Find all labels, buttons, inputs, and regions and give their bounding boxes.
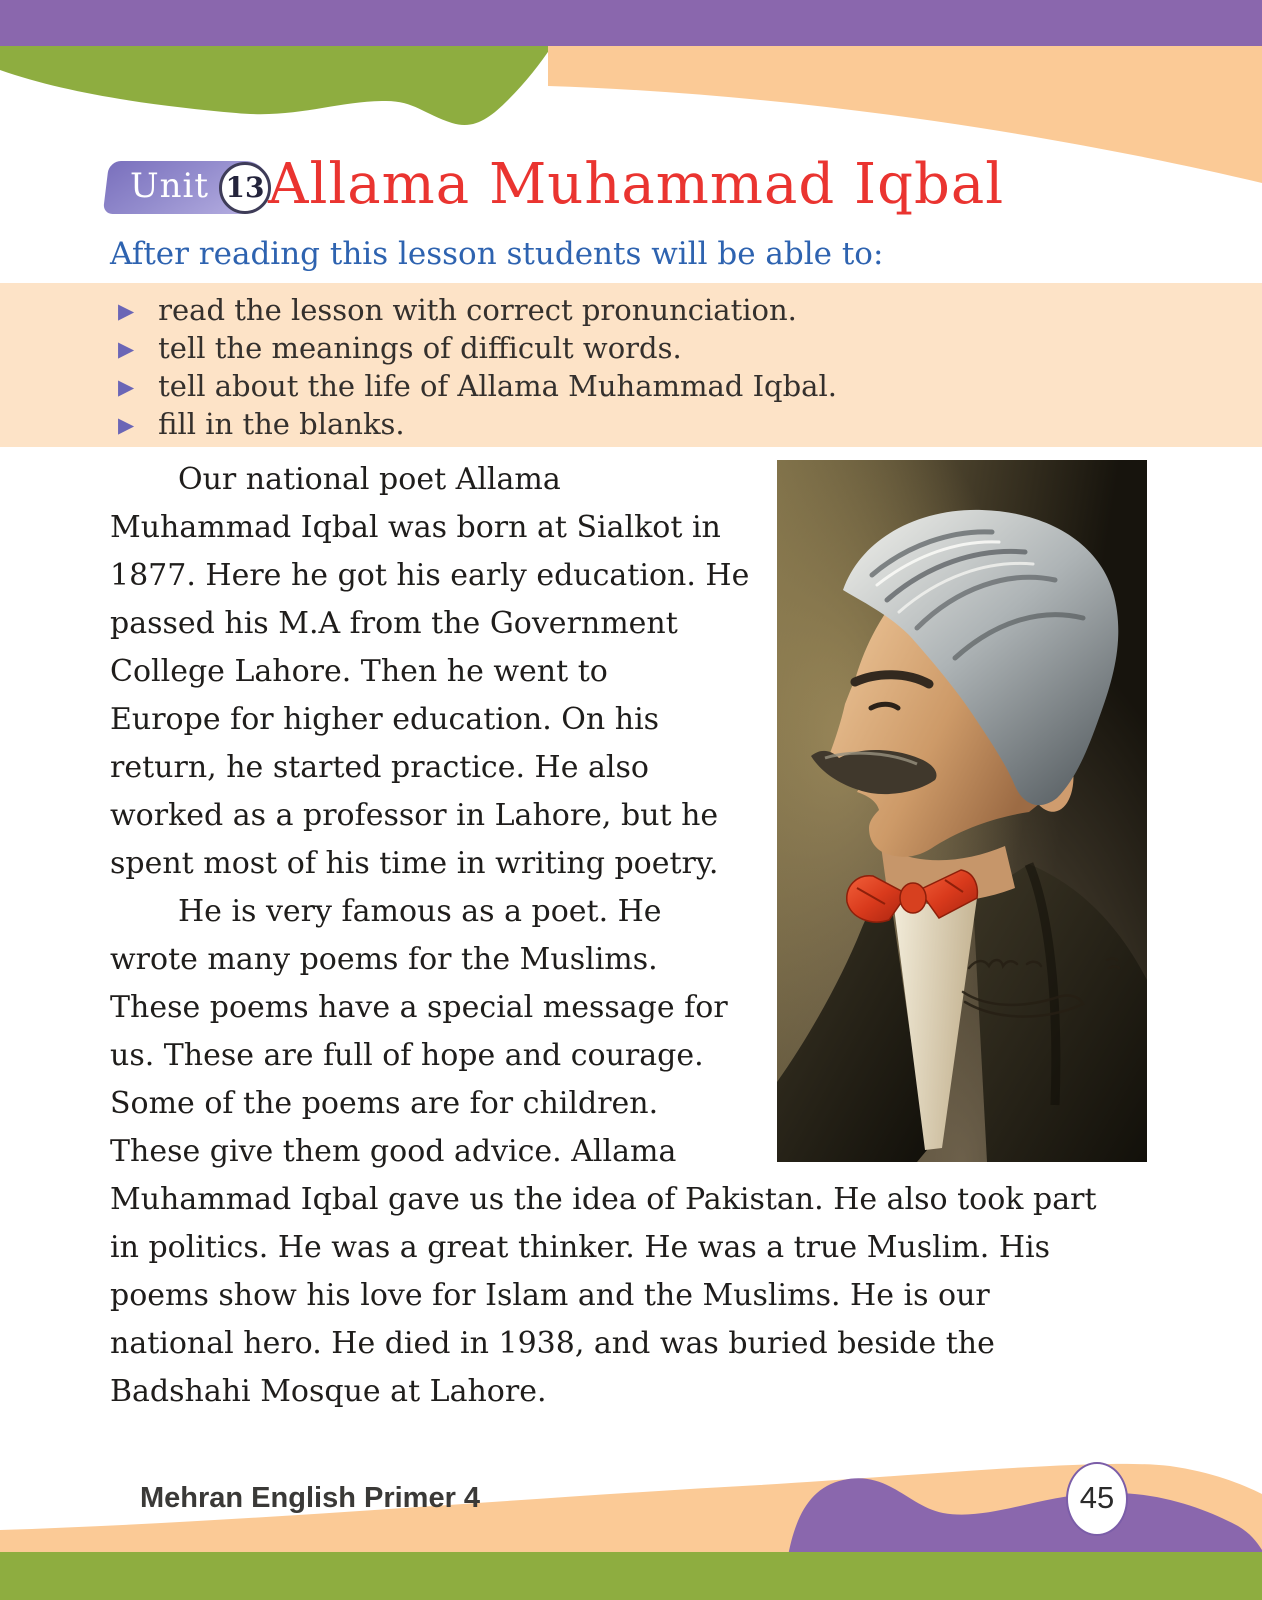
- objective-item: [118, 369, 1262, 407]
- objectives-heading: After reading this lesson students will be able to:: [110, 236, 884, 272]
- objectives-band: [0, 283, 1262, 447]
- footer-page-number: 45: [1066, 1462, 1128, 1536]
- objective-item: [118, 407, 1262, 445]
- top-green-wave: [0, 46, 552, 125]
- text-line: Some of the poems are for children.: [110, 1086, 659, 1121]
- text-line: He is very famous as a poet. He: [178, 894, 662, 929]
- top-decoration: [0, 0, 1262, 200]
- objective-item: [118, 331, 1262, 369]
- text-line: in politics. He was a great thinker. He was a true Muslim. His: [110, 1230, 1050, 1265]
- arrow-bullet-icon: ▶: [118, 413, 135, 437]
- objective-item: [118, 293, 1262, 331]
- bottom-green-band: [0, 1552, 1262, 1600]
- text-line: national hero. He died in 1938, and was buried beside the: [110, 1326, 995, 1361]
- text-line: These give them good advice. Allama: [110, 1134, 677, 1169]
- text-line: Europe for higher education. On his: [110, 702, 660, 737]
- portrait-image: [777, 460, 1147, 1162]
- objective-text: fill in the blanks.: [158, 407, 405, 441]
- text-line: Our national poet Allama: [178, 462, 561, 497]
- text-line: return, he started practice. He also: [110, 750, 649, 785]
- paragraph-2-last-line: Badshahi Mosque at Lahore.: [110, 1374, 547, 1409]
- text-line: wrote many poems for the Muslims.: [110, 942, 658, 977]
- paragraph-2-full: [110, 1176, 1148, 1368]
- arrow-bullet-icon: ▶: [118, 375, 135, 399]
- text-line: passed his M.A from the Government: [110, 606, 678, 641]
- arrow-bullet-icon: ▶: [118, 299, 135, 323]
- arrow-bullet-icon: ▶: [118, 337, 135, 361]
- page-title: Allama Muhammad Iqbal: [268, 152, 1005, 217]
- top-purple-band: [0, 0, 1262, 46]
- top-peach-wave: [548, 46, 1262, 183]
- text-line: us. These are full of hope and courage.: [110, 1038, 704, 1073]
- objective-text: tell the meanings of difficult words.: [158, 331, 682, 365]
- text-line: Muhammad Iqbal was born at Sialkot in: [110, 510, 721, 545]
- footer-book-title: Mehran English Primer 4: [140, 1482, 481, 1514]
- text-line: spent most of his time in writing poetry.: [110, 846, 719, 881]
- text-line: poems show his love for Islam and the Muslims. He is our: [110, 1278, 990, 1313]
- text-line: Muhammad Iqbal gave us the idea of Pakistan. He also took part: [110, 1182, 1097, 1217]
- text-line: worked as a professor in Lahore, but he: [110, 798, 719, 833]
- unit-number-badge: 13: [219, 162, 271, 214]
- text-line: 1877. Here he got his early education. He: [110, 558, 750, 593]
- objective-text: tell about the life of Allama Muhammad Iqbal.: [158, 369, 837, 403]
- text-line: These poems have a special message for: [110, 990, 728, 1025]
- unit-label: Unit: [130, 166, 210, 206]
- text-line: College Lahore. Then he went to: [110, 654, 608, 689]
- objective-text: read the lesson with correct pronunciation.: [158, 293, 797, 327]
